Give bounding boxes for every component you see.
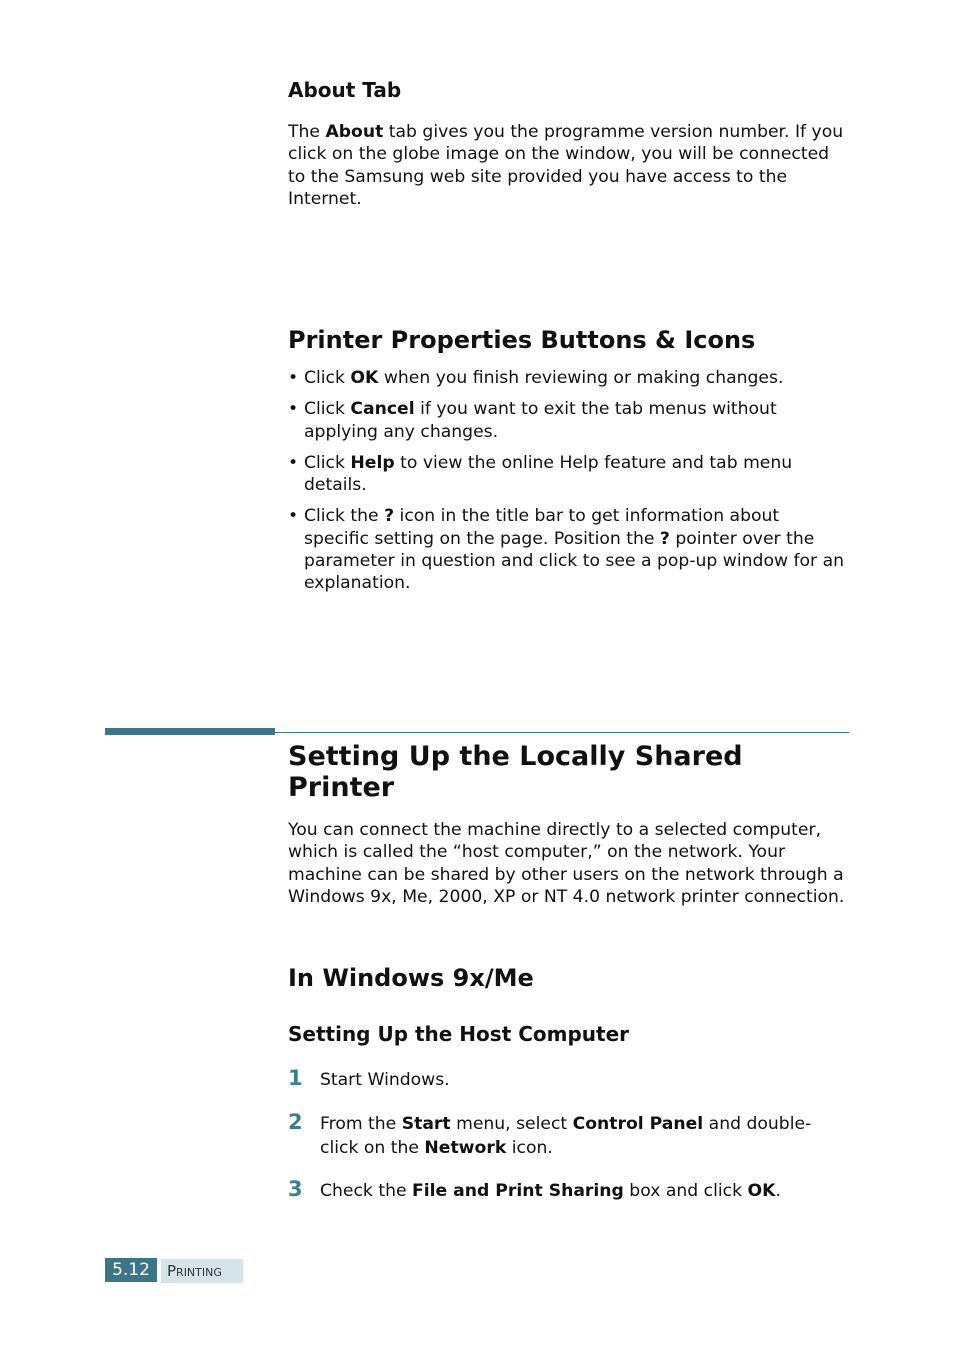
list-item: • Click the ? icon in the title bar to get information about specific setting on the page. Position the ? pointer over the parameter in question and click to see a pop-up window for an explanation. bbox=[288, 506, 844, 594]
about-tab-paragraph: The About tab gives you the programme version number. If you click on the globe image on the window, you will be connected to the Samsung web site provided you have access to the Internet. bbox=[288, 122, 844, 209]
list-item: • Click Help to view the online Help feature and tab menu details. bbox=[288, 452, 793, 496]
chapter-label: Printing bbox=[161, 1259, 243, 1283]
shared-printer-intro: You can connect the machine directly to a selected computer, which is called the “host computer,” on the network. Your machine can be shared by other users on the network through a Windows 9x, Me, 2000, XP or NT 4.0 network printer connection. bbox=[288, 820, 845, 907]
bullet-icon: • bbox=[288, 452, 299, 473]
buttons-icons-list bbox=[288, 367, 848, 604]
section-rule-thick bbox=[105, 728, 275, 735]
step-number: 1 bbox=[288, 1066, 303, 1090]
page-number: 5.12 bbox=[105, 1258, 157, 1282]
section-title: Setting Up the Locally Shared Printer bbox=[288, 741, 743, 803]
host-computer-heading: Setting Up the Host Computer bbox=[288, 1022, 630, 1046]
step-2 bbox=[288, 1110, 848, 1160]
step-text: From the Start menu, select Control Panel and double-click on the Network icon. bbox=[320, 1114, 812, 1158]
bullet-icon: • bbox=[288, 399, 299, 420]
bullet-icon: • bbox=[288, 506, 299, 527]
section-rule-thin bbox=[275, 732, 849, 733]
step-number: 3 bbox=[288, 1177, 303, 1201]
step-text: Check the File and Print Sharing box and click OK. bbox=[320, 1181, 781, 1201]
list-item: • Click Cancel if you want to exit the tab menus without applying any changes. bbox=[288, 399, 777, 442]
list-item: • Click OK when you finish reviewing or making changes. bbox=[288, 368, 784, 388]
step-1 bbox=[288, 1066, 848, 1092]
windows-9x-heading: In Windows 9x/Me bbox=[288, 964, 534, 992]
bullet-icon: • bbox=[288, 368, 299, 388]
step-text: Start Windows. bbox=[320, 1070, 450, 1090]
buttons-icons-heading: Printer Properties Buttons & Icons bbox=[288, 326, 756, 354]
step-number: 2 bbox=[288, 1110, 303, 1134]
about-tab-heading: About Tab bbox=[288, 78, 402, 102]
step-3 bbox=[288, 1177, 848, 1203]
